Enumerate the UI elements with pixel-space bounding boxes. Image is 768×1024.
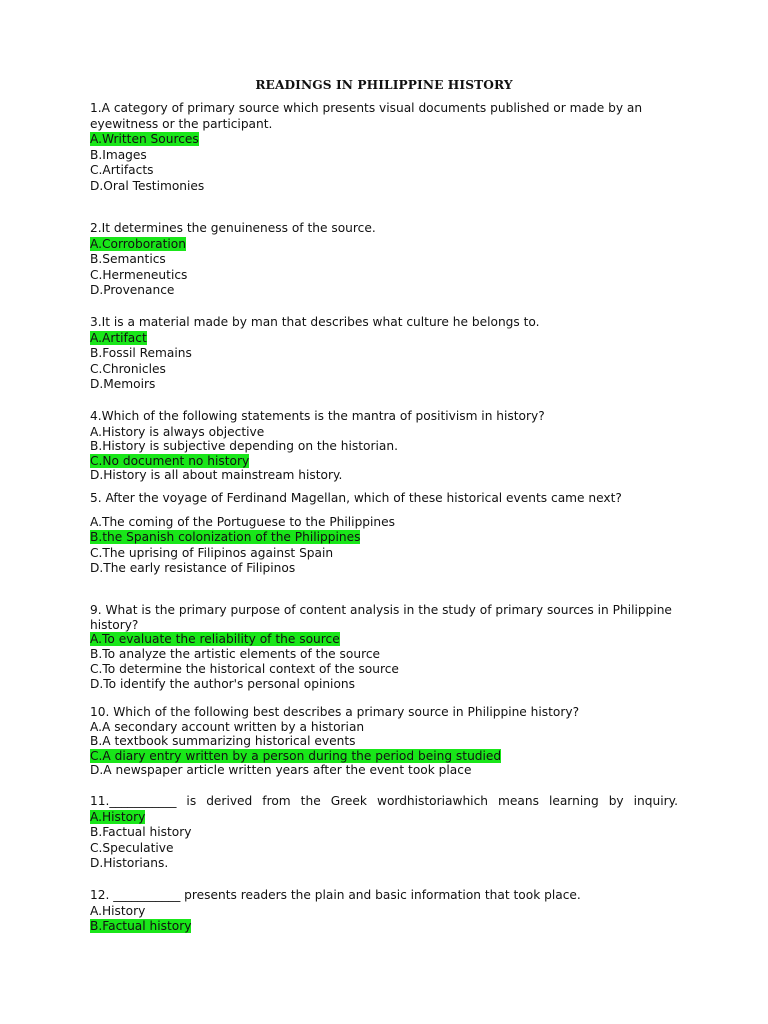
question-5-option-b-answer: B.the Spanish colonization of the Philippines [90,530,361,545]
question-1-option-b: B.Images [90,147,147,162]
question-3-option-c: C.Chronicles [90,361,166,376]
question-4-option-c-answer: C.No document no history [90,453,250,468]
question-1-stem: 1.A category of primary source which presents visual documents published or made by an eyewitness or the participant. [90,101,643,131]
question-5 [90,491,678,577]
question-10-option-a: A.A secondary account written by a historian [90,719,365,734]
question-11-stem: 11.___________ is derived from the Greek wordhistoriawhich means learning by inquiry. [90,794,678,808]
question-4-stem: 4.Which of the following statements is the mantra of positivism in history? [90,409,545,423]
question-1-option-a-answer: A.Written Sources [90,132,199,147]
question-10-stem: 10. Which of the following best describes a primary source in Philippine history? [90,705,580,719]
question-3 [90,315,678,393]
question-9-option-c: C.To determine the historical context of the source [90,661,399,676]
question-12-option-a: A.History [90,903,146,918]
question-10-option-d: D.A newspaper article written years after the event took place [90,763,472,778]
question-11-option-a-answer: A.History [90,809,146,824]
question-2 [90,221,678,299]
question-10-option-c-answer: C.A diary entry written by a person during the period being studied [90,748,502,763]
question-11-option-c: C.Speculative [90,840,174,855]
question-11-option-b: B.Factual history [90,825,192,840]
question-4 [90,409,678,483]
question-9-stem: 9. What is the primary purpose of content analysis in the study of primary sources in Philippine history? [90,603,672,632]
document-title: READINGS IN PHILIPPINE HISTORY [255,78,513,92]
question-3-stem: 3.It is a material made by man that describes what culture he belongs to. [90,315,540,329]
question-4-option-d: D.History is all about mainstream history. [90,468,343,483]
question-1 [90,101,678,195]
question-3-option-b: B.Fossil Remains [90,346,192,361]
question-2-option-d: D.Provenance [90,283,175,298]
question-2-option-a-answer: A.Corroboration [90,236,186,251]
question-10-option-b: B.A textbook summarizing historical events [90,734,356,749]
question-1-option-c: C.Artifacts [90,163,154,178]
question-12-stem: 12. ___________ presents readers the plain and basic information that took place. [90,888,581,902]
question-2-option-b: B.Semantics [90,252,166,267]
question-5-option-d: D.The early resistance of Filipinos [90,561,296,576]
question-9-option-b: B.To analyze the artistic elements of the source [90,646,381,661]
question-5-stem: 5. After the voyage of Ferdinand Magellan, which of these historical events came next? [90,491,622,505]
question-5-option-c: C.The uprising of Filipinos against Spain [90,545,334,560]
question-4-option-b: B.History is subjective depending on the historian. [90,439,398,454]
question-12 [90,888,678,935]
question-1-option-d: D.Oral Testimonies [90,178,205,193]
question-2-option-c: C.Hermeneutics [90,267,188,282]
question-11 [90,794,678,872]
question-9-option-a-answer: A.To evaluate the reliability of the source [90,632,340,647]
question-10 [90,705,678,778]
question-9-option-d: D.To identify the author's personal opinions [90,676,355,691]
question-5-option-a: A.The coming of the Portuguese to the Philippines [90,514,395,529]
question-12-option-b-answer: B.Factual history [90,919,192,934]
question-4-option-a: A.History is always objective [90,424,265,439]
question-9 [90,603,678,691]
question-2-stem: 2.It determines the genuineness of the source. [90,221,376,235]
question-11-option-d: D.Historians. [90,856,169,871]
question-3-option-d: D.Memoirs [90,377,156,392]
question-3-option-a-answer: A.Artifact [90,330,147,345]
